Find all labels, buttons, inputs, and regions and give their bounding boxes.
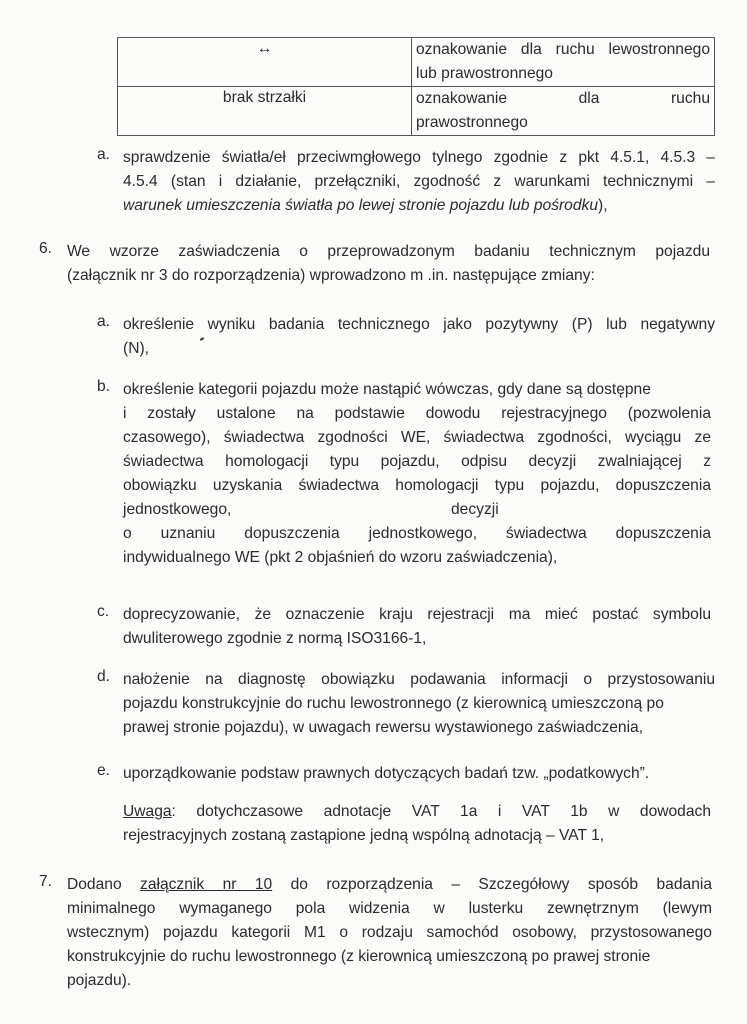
text-line: obowiązku uzyskania świadectwa homologacji typu pojazdu, dopuszczenia xyxy=(123,477,711,494)
list-marker: 7. xyxy=(39,873,53,890)
text-line: prawej stronie pojazdu), w uwagach rewersu wystawionego zaświadczenia, xyxy=(123,719,644,736)
annex-link: załącznik nr 10 xyxy=(140,876,273,893)
text-line: określenie kategorii pojazdu może nastąpić wówczas, gdy dane są dostępne xyxy=(123,381,651,398)
table-cell-symbol: ↔ xyxy=(118,38,412,87)
text-fragment: jednostkowego, xyxy=(123,501,232,518)
note xyxy=(123,800,711,848)
note-text: : dotychczasowe adnotacje VAT 1a i VAT 1b w dowodach xyxy=(171,803,711,820)
text-line: minimalnego wymaganego pola widzenia w lusterku zewnętrznym (lewym xyxy=(67,900,712,917)
text-line: pojazdu). xyxy=(67,972,132,989)
text-line: doprecyzowanie, że oznaczenie kraju rejestracji ma mieć postać symbolu xyxy=(123,606,711,623)
note-label: Uwaga xyxy=(123,803,172,820)
sub-item-6b xyxy=(123,378,711,570)
text-line: uporządkowanie podstaw prawnych dotyczących badań tzw. „podatkowych”. xyxy=(123,765,650,782)
cell-line: lub prawostronnego xyxy=(416,65,553,82)
italic-text: warunek umieszczenia światła po lewej stronie pojazdu lub pośrodku xyxy=(123,197,599,214)
cell-line: prawostronnego xyxy=(416,114,528,131)
sub-item-6d xyxy=(123,668,715,740)
text-line: wstecznym) pojazdu kategorii M1 o rodzaju samochód osobowy, przystosowanego xyxy=(67,924,712,941)
text-line: We wzorze zaświadczenia o przeprowadzonym badaniu technicznym pojazdu xyxy=(67,243,710,260)
list-marker: b. xyxy=(97,378,111,395)
text-line xyxy=(123,194,715,218)
text-line: indywidualnego WE (pkt 2 objaśnień do wzoru zaświadczenia), xyxy=(123,549,558,566)
text-line xyxy=(123,498,711,522)
text-fragment: Dodano xyxy=(67,876,141,893)
text-line xyxy=(67,873,712,897)
text-line: o uznaniu dopuszczenia jednostkowego, świadectwa dopuszczenia xyxy=(123,525,711,542)
text-line: 4.5.4 (stan i działanie, przełączniki, zgodność z warunkami technicznymi – xyxy=(123,173,715,190)
text-line: sprawdzenie światła/eł przeciwmgłowego tylnego zgodnie z pkt 4.5.1, 4.5.3 – xyxy=(123,149,715,166)
list-marker: 6. xyxy=(39,240,53,257)
table-cell-description xyxy=(412,87,715,136)
text-line xyxy=(123,800,711,824)
text-line: rejestracyjnych zostaną zastąpione jedną wspólną adnotacją – VAT 1, xyxy=(123,827,605,844)
sub-item-6c xyxy=(123,603,711,651)
table-cell-description xyxy=(412,38,715,87)
arrow-marking-table xyxy=(117,37,715,136)
floating-word: decyzji xyxy=(451,501,499,518)
list-marker: e. xyxy=(97,762,111,779)
text-line: świadectwa homologacji typu pojazdu, odpisu decyzji zwalniającej z xyxy=(123,453,711,470)
list-marker: a. xyxy=(97,313,111,330)
text-line: i zostały ustalone na podstawie dowodu rejestracyjnego (pozwolenia xyxy=(123,405,711,422)
table-row xyxy=(118,87,715,136)
list-marker: a. xyxy=(97,146,111,163)
text-line: dwuliterowego zgodnie z normą ISO3166-1, xyxy=(123,630,427,647)
text-line: określenie wyniku badania technicznego jako pozytywny (P) lub negatywny xyxy=(123,316,715,333)
text-line: czasowego), świadectwa zgodności WE, świadectwa zgodności, wyciągu ze xyxy=(123,429,711,446)
table-row xyxy=(118,38,715,87)
text-line: nałożenie na diagnostę obowiązku podawania informacji o przystosowaniu xyxy=(123,671,715,688)
list-marker: d. xyxy=(97,668,111,685)
table-cell-symbol: brak strzałki xyxy=(118,87,412,136)
sub-item-6a xyxy=(123,313,715,361)
text-line: (załącznik nr 3 do rozporządzenia) wprowadzono m .in. następujące zmiany: xyxy=(67,267,595,284)
text-line: konstrukcyjnie do ruchu lewostronnego (z kierownicą umieszczoną po prawej stronie xyxy=(67,948,651,965)
list-marker: c. xyxy=(97,603,110,620)
text-line: pojazdu konstrukcyjnie do ruchu lewostronnego (z kierownicą umieszczoną po xyxy=(123,695,664,712)
text-line: (N), xyxy=(123,340,149,357)
cell-line: oznakowanie dla ruchu lewostronnego xyxy=(416,41,710,58)
text-tail: ), xyxy=(598,197,608,214)
cell-line: oznakowanie dla ruchu xyxy=(416,90,710,107)
sub-item-6e xyxy=(123,762,715,786)
text-fragment: do rozporządzenia – Szczegółowy sposób badania xyxy=(272,876,713,893)
